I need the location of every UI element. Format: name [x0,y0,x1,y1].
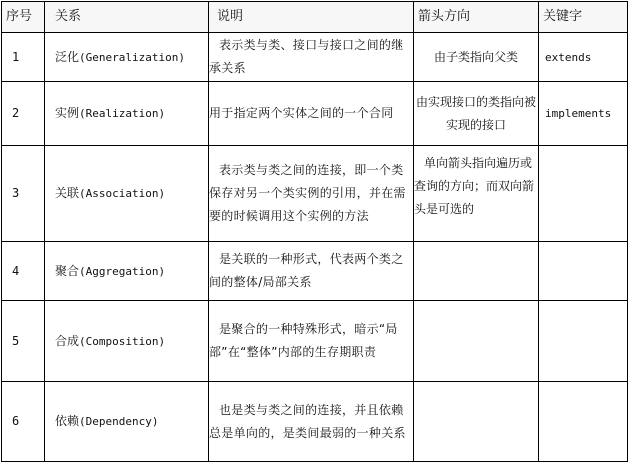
relation-en: (Aggregation) [79,264,166,278]
description-cell [209,382,414,462]
description-cell [209,33,414,82]
description-cell [209,82,414,146]
table-header-row [2,2,628,33]
header-arrow: 箭头方向 [414,2,539,33]
arrow-cell [414,382,539,462]
header-description: 说明 [209,2,414,33]
arrow-cell [414,146,539,242]
relation-cell [45,146,209,242]
seq-cell: 1 [2,33,45,82]
arrow-cell [414,242,539,301]
relation-en: (Realization) [79,107,166,120]
relation-cell [45,82,209,146]
keyword-cell [539,242,628,301]
relation-cn: 合成 [55,333,80,348]
relation-cell [45,382,209,462]
keyword-cell: implements [539,82,628,146]
relation-cn: 泛化 [55,49,80,64]
table-row [2,242,628,301]
arrow-text: 单向箭头指向遍历或查询的方向；而双向箭头是可选的 [414,156,535,216]
arrow-cell: 由实现接口的类指向被实现的接口 [414,82,539,146]
relation-cn: 实例 [55,106,80,120]
seq-cell: 6 [2,382,45,462]
description-text: 表示类与类之间的连接，即一个类保存对另一个类实例的引用，并在需要的时候调用这个实例的方法 [209,163,406,223]
header-seq: 序号 [2,2,45,33]
header-keyword: 关键字 [539,2,628,33]
relation-en: (Generalization) [79,50,185,64]
relation-cn: 关联 [55,186,80,200]
description-cell [209,242,414,301]
table-row [2,82,628,146]
arrow-cell: 由子类指向父类 [414,33,539,82]
table-row [2,382,628,462]
relation-en: (Dependency) [79,415,159,428]
relation-en: (Composition) [79,334,166,348]
relation-cn: 依赖 [55,414,80,428]
seq-cell: 2 [2,82,45,146]
description-text: 表示类与类、接口与接口之间的继承关系 [209,38,404,75]
table-row [2,301,628,382]
relation-cell [45,301,209,382]
header-relation: 关系 [45,2,209,33]
description-text: 用于指定两个实体之间的一个合同 [209,106,394,120]
keyword-cell [539,146,628,242]
relation-en: (Association) [79,187,166,200]
relation-cell [45,242,209,301]
description-text: 是关联的一种形式，代表两个类之间的整体/局部关系 [209,252,404,289]
keyword-cell: extends [539,33,628,82]
relation-cell [45,33,209,82]
arrow-cell [414,301,539,382]
relation-cn: 聚合 [55,263,80,278]
table-row [2,33,628,82]
seq-cell: 5 [2,301,45,382]
table-row [2,146,628,242]
seq-cell: 3 [2,146,45,242]
description-text: 也是类与类之间的连接，并且依赖总是单向的，是类间最弱的一种关系 [209,402,406,440]
description-cell [209,146,414,242]
description-cell [209,301,414,382]
keyword-cell [539,301,628,382]
keyword-cell [539,382,628,462]
seq-cell: 4 [2,242,45,301]
description-text: 是聚合的一种特殊形式，暗示“局部”在“整体”内部的生存期职责 [209,322,398,359]
uml-relations-table [1,1,628,462]
